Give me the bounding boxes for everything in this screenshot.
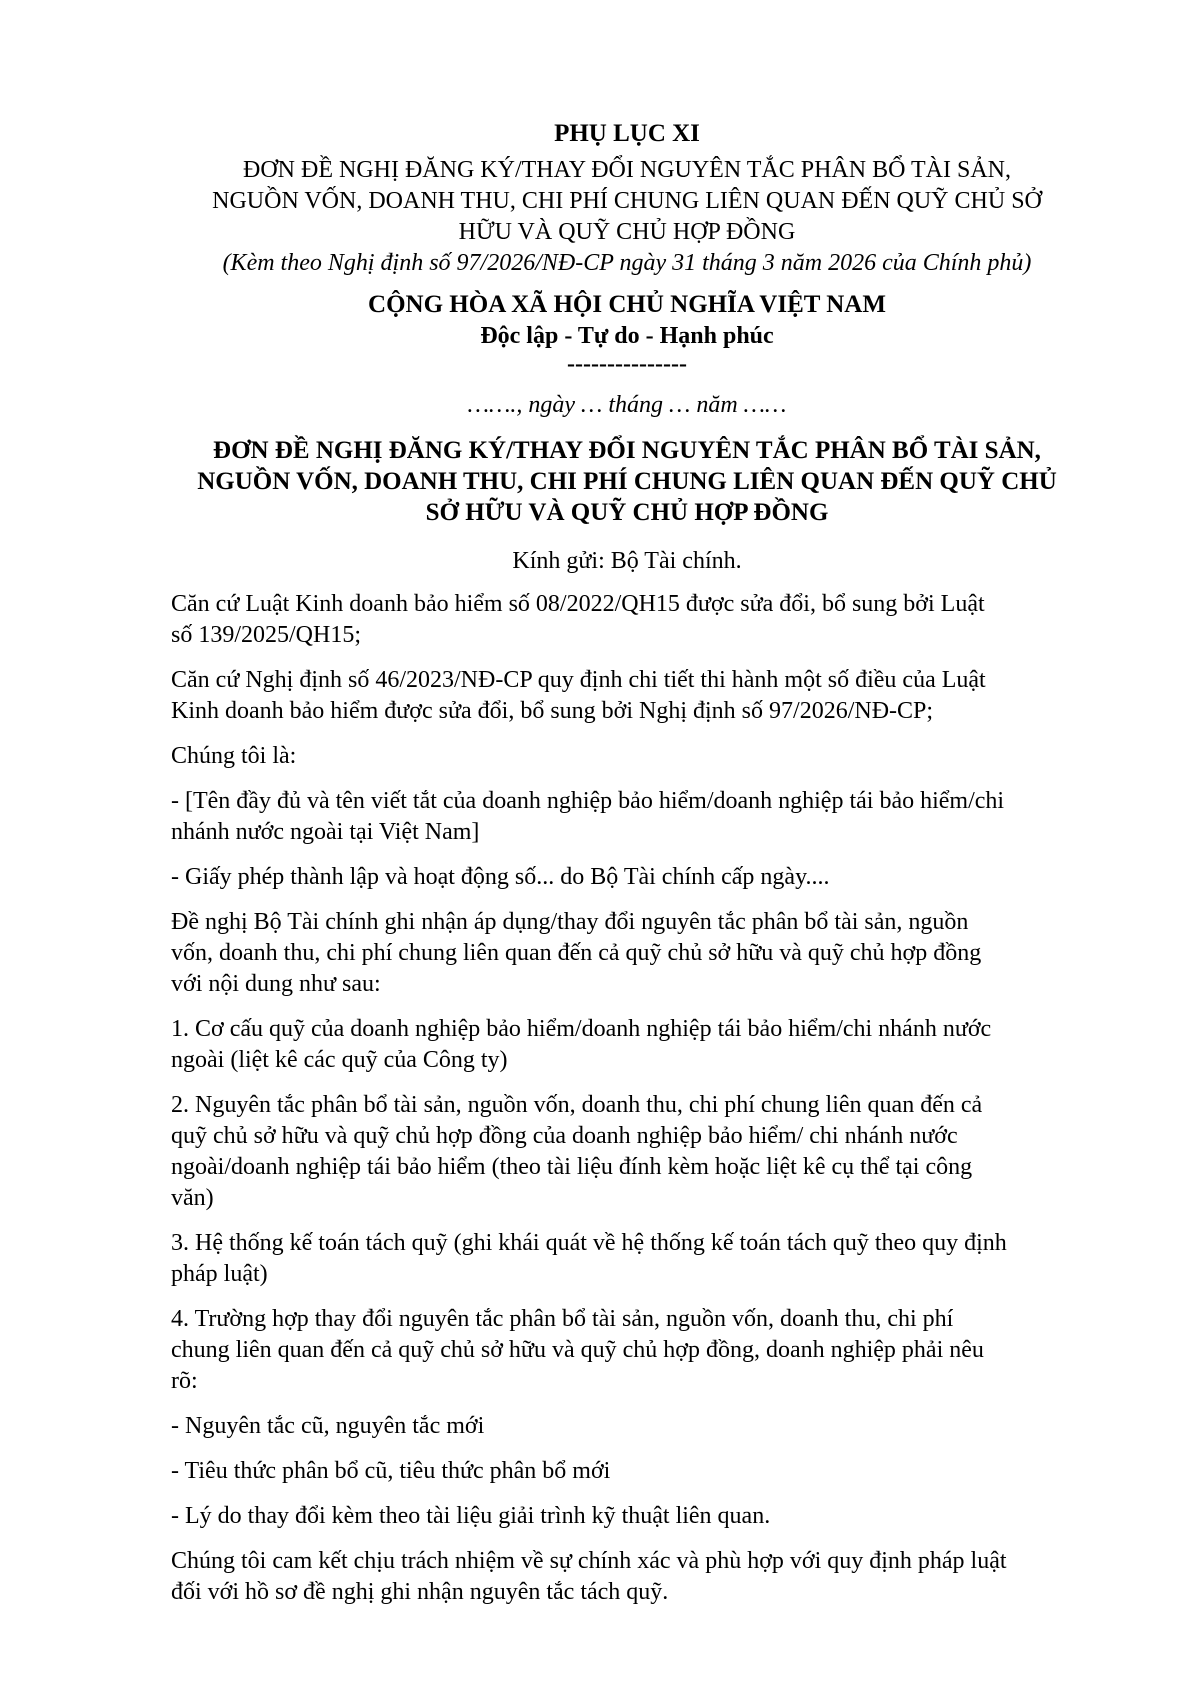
body-paragraph <box>171 1546 1083 1608</box>
paragraph-line: ngoài (liệt kê các quỹ của Công ty) <box>171 1047 508 1073</box>
annex-subtitle <box>171 155 1083 248</box>
paragraph-line: ngoài/doanh nghiệp tái bảo hiểm (theo tài liệu đính kèm hoặc liệt kê cụ thể tại công <box>171 1154 973 1180</box>
form-title-line: NGUỒN VỐN, DOANH THU, CHI PHÍ CHUNG LIÊN QUAN ĐẾN QUỸ CHỦ <box>197 468 1057 495</box>
body-paragraph <box>171 741 1083 772</box>
paragraph-line: 3. Hệ thống kế toán tách quỹ (ghi khái quát về hệ thống kế toán tách quỹ theo quy định <box>171 1230 1007 1256</box>
annex-subtitle-line: HỮU VÀ QUỸ CHỦ HỢP ĐỒNG <box>458 219 796 245</box>
body-paragraph <box>171 1014 1083 1076</box>
document-page <box>171 118 1083 1622</box>
annex-subtitle-line: ĐƠN ĐỀ NGHỊ ĐĂNG KÝ/THAY ĐỔI NGUYÊN TẮC PHÂN BỔ TÀI SẢN, <box>243 157 1011 183</box>
body-paragraph <box>171 1304 1083 1397</box>
paragraph-line: rõ: <box>171 1368 198 1394</box>
nation-heading: CỘNG HÒA XÃ HỘI CHỦ NGHĨA VIỆT NAM <box>368 291 886 318</box>
national-motto: Độc lập - Tự do - Hạnh phúc <box>480 323 774 349</box>
body-paragraph <box>171 1411 1083 1442</box>
date-line: ……., ngày … tháng … năm …… <box>467 392 787 418</box>
paragraph-line: Kinh doanh bảo hiểm được sửa đổi, bổ sung bởi Nghị định số 97/2026/NĐ-CP; <box>171 698 934 724</box>
paragraph-line: 2. Nguyên tắc phân bổ tài sản, nguồn vốn, doanh thu, chi phí chung liên quan đến cả <box>171 1092 983 1118</box>
body-paragraph <box>171 1090 1083 1214</box>
body-text <box>171 589 1083 1608</box>
paragraph-line: nhánh nước ngoài tại Việt Nam] <box>171 819 480 845</box>
paragraph-line: Đề nghị Bộ Tài chính ghi nhận áp dụng/thay đổi nguyên tắc phân bổ tài sản, nguồn <box>171 909 969 935</box>
body-paragraph <box>171 1501 1083 1532</box>
paragraph-line: với nội dung như sau: <box>171 971 381 997</box>
paragraph-line: văn) <box>171 1185 214 1211</box>
paragraph-line: Chúng tôi là: <box>171 743 297 769</box>
paragraph-line: - Lý do thay đổi kèm theo tài liệu giải trình kỹ thuật liên quan. <box>171 1503 771 1529</box>
body-paragraph <box>171 862 1083 893</box>
paragraph-line: quỹ chủ sở hữu và quỹ chủ hợp đồng của doanh nghiệp bảo hiểm/ chi nhánh nước <box>171 1123 958 1149</box>
body-paragraph <box>171 589 1083 651</box>
annex-subtitle-line: NGUỒN VỐN, DOANH THU, CHI PHÍ CHUNG LIÊN QUAN ĐẾN QUỸ CHỦ SỞ <box>212 188 1042 214</box>
form-title-line: ĐƠN ĐỀ NGHỊ ĐĂNG KÝ/THAY ĐỔI NGUYÊN TẮC PHÂN BỔ TÀI SẢN, <box>213 437 1041 464</box>
paragraph-line: Căn cứ Nghị định số 46/2023/NĐ-CP quy định chi tiết thi hành một số điều của Luật <box>171 667 986 693</box>
paragraph-line: số 139/2025/QH15; <box>171 622 362 648</box>
paragraph-line: 4. Trường hợp thay đổi nguyên tắc phân bổ tài sản, nguồn vốn, doanh thu, chi phí <box>171 1306 954 1332</box>
paragraph-line: chung liên quan đến cả quỹ chủ sở hữu và quỹ chủ hợp đồng, doanh nghiệp phải nêu <box>171 1337 984 1363</box>
paragraph-line: pháp luật) <box>171 1261 268 1287</box>
body-paragraph <box>171 907 1083 1000</box>
form-title-line: SỞ HỮU VÀ QUỸ CHỦ HỢP ĐỒNG <box>425 499 829 526</box>
recipient-line: Kính gửi: Bộ Tài chính. <box>512 548 742 574</box>
body-paragraph <box>171 1228 1083 1290</box>
annex-decree-note: (Kèm theo Nghị định số 97/2026/NĐ-CP ngày 31 tháng 3 năm 2026 của Chính phủ) <box>222 250 1032 276</box>
paragraph-line: - Giấy phép thành lập và hoạt động số... do Bộ Tài chính cấp ngày.... <box>171 864 830 890</box>
body-paragraph <box>171 1456 1083 1487</box>
body-paragraph <box>171 786 1083 848</box>
paragraph-line: 1. Cơ cấu quỹ của doanh nghiệp bảo hiểm/doanh nghiệp tái bảo hiểm/chi nhánh nước <box>171 1016 992 1042</box>
form-title <box>171 435 1083 528</box>
paragraph-line: - [Tên đầy đủ và tên viết tắt của doanh nghiệp bảo hiểm/doanh nghiệp tái bảo hiểm/chi <box>171 788 1005 814</box>
paragraph-line: Chúng tôi cam kết chịu trách nhiệm về sự chính xác và phù hợp với quy định pháp luật <box>171 1548 1007 1574</box>
paragraph-line: đối với hồ sơ đề nghị ghi nhận nguyên tắc tách quỹ. <box>171 1579 669 1605</box>
paragraph-line: Căn cứ Luật Kinh doanh bảo hiểm số 08/2022/QH15 được sửa đổi, bổ sung bởi Luật <box>171 591 985 617</box>
body-paragraph <box>171 665 1083 727</box>
paragraph-line: - Nguyên tắc cũ, nguyên tắc mới <box>171 1413 485 1439</box>
heading-divider: --------------- <box>567 351 687 377</box>
paragraph-line: vốn, doanh thu, chi phí chung liên quan đến cả quỹ chủ sở hữu và quỹ chủ hợp đồng <box>171 940 982 966</box>
paragraph-line: - Tiêu thức phân bổ cũ, tiêu thức phân bổ mới <box>171 1458 611 1484</box>
annex-title: PHỤ LỤC XI <box>554 120 700 147</box>
